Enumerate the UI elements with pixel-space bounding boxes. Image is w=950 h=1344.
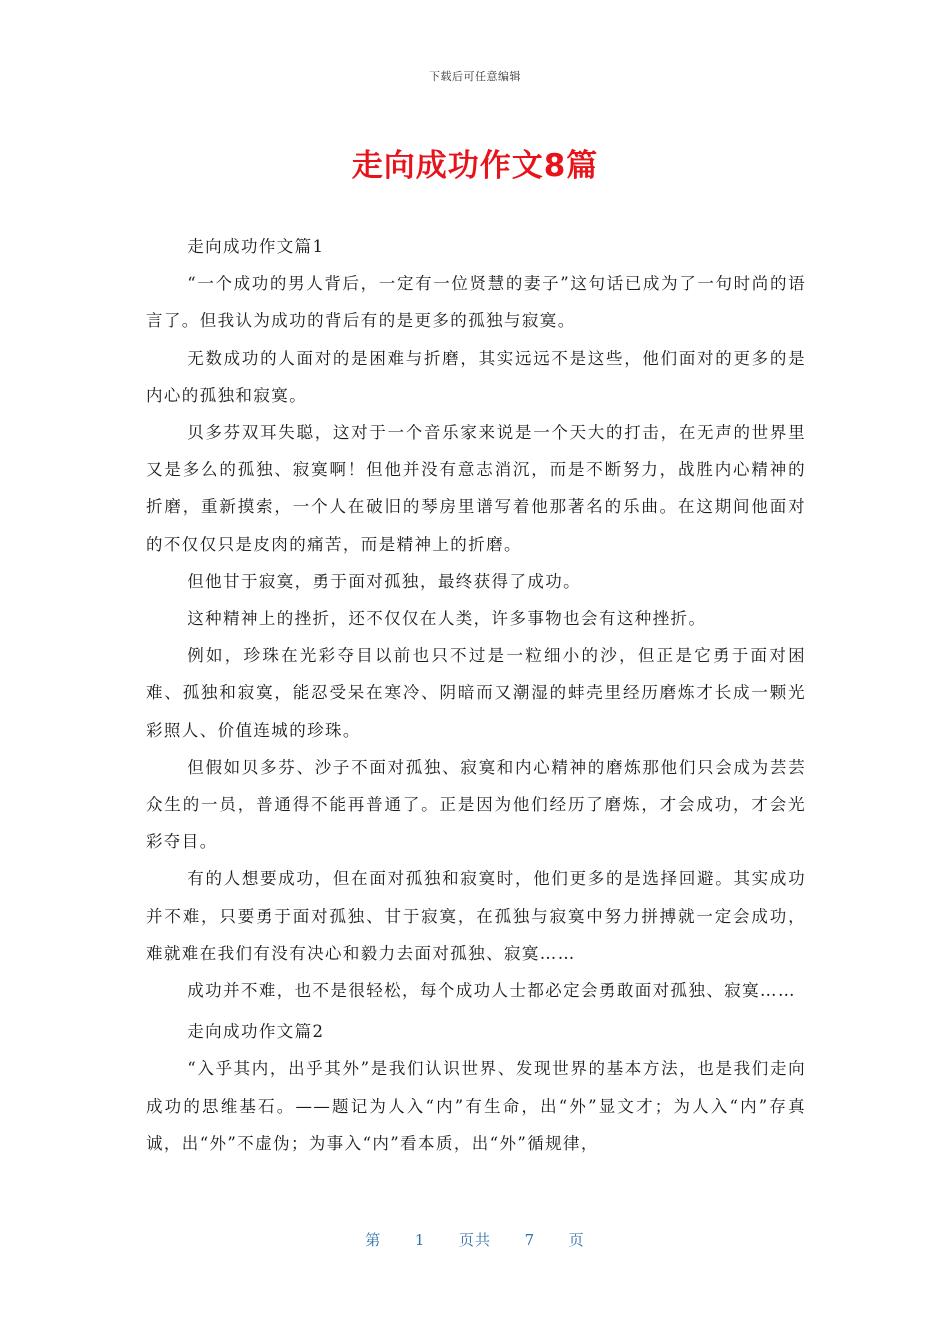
paragraph: 例如，珍珠在光彩夺目以前也只不过是一粒细小的沙，但正是它勇于面对困难、孤独和寂寞，能忍受呆在寒冷、阴暗而又潮湿的蚌壳里经历磨炼才长成一颗光彩照人、价值连城的珍珠。 [146,646,806,740]
header-note: 下载后可任意编辑 [429,70,521,83]
paragraph: “入乎其内，出乎其外”是我们认识世界、发现世界的基本方法，也是我们走向成功的思维基石。——题记为人入“内”有生命，出“外”显文才；为人入“内”存真诚，出“外”不虚伪；为事入“内”看本质，出“外”循规律， [146,1059,806,1153]
page-label: 第 [365,1231,382,1249]
document-body [146,228,806,1162]
page-footer [0,1229,950,1250]
section-heading: 走向成功作文篇2 [187,1022,325,1042]
paragraph: 有的人想要成功，但在面对孤独和寂寞时，他们更多的是选择回避。其实成功并不难，只要勇于面对孤独、甘于寂寞，在孤独与寂寞中努力拼搏就一定会成功，难就难在我们有没有决心和毅力去面对孤独、寂寞…… [146,869,806,963]
paragraph: 无数成功的人面对的是困难与折磨，其实远远不是这些，他们面对的更多的是内心的孤独和寂寞。 [146,348,806,405]
paragraph: 但假如贝多芬、沙子不面对孤独、寂寞和内心精神的磨炼那他们只会成为芸芸众生的一员，普通得不能再普通了。正是因为他们经历了磨炼，才会成功，才会光彩夺目。 [146,757,806,852]
page-suffix: 页 [568,1231,585,1249]
section-heading: 走向成功作文篇1 [187,237,325,256]
paragraph: 这种精神上的挫折，还不仅仅在人类，许多事物也会有这种挫折。 [187,609,707,629]
paragraph: 贝多芬双耳失聪，这对于一个音乐家来说是一个天大的打击，在无声的世界里又是多么的孤独、寂寞啊！但他并没有意志消沉，而是不断努力，战胜内心精神的折磨，重新摸索，一个人在破旧的琴房里谱写着他那著名的乐曲。在这期间他面对的不仅仅只是皮肉的痛苦，而是精神上的折磨。 [146,423,806,554]
total-pages: 7 [524,1231,536,1249]
page-number: 1 [414,1231,426,1249]
paragraph: 但他甘于寂寞，勇于面对孤独，最终获得了成功。 [187,571,582,591]
paragraph: “一个成功的男人背后，一定有一位贤慧的妻子”这句话已成为了一句时尚的语言了。但我认为成功的背后有的是更多的孤独与寂寞。 [146,274,806,331]
of-label: 页共 [458,1231,491,1249]
document-title: 走向成功作文8篇 [351,148,599,184]
paragraph: 成功并不难，也不是很轻松，每个成功人士都必定会勇敢面对孤独、寂寞…… [187,981,796,1001]
